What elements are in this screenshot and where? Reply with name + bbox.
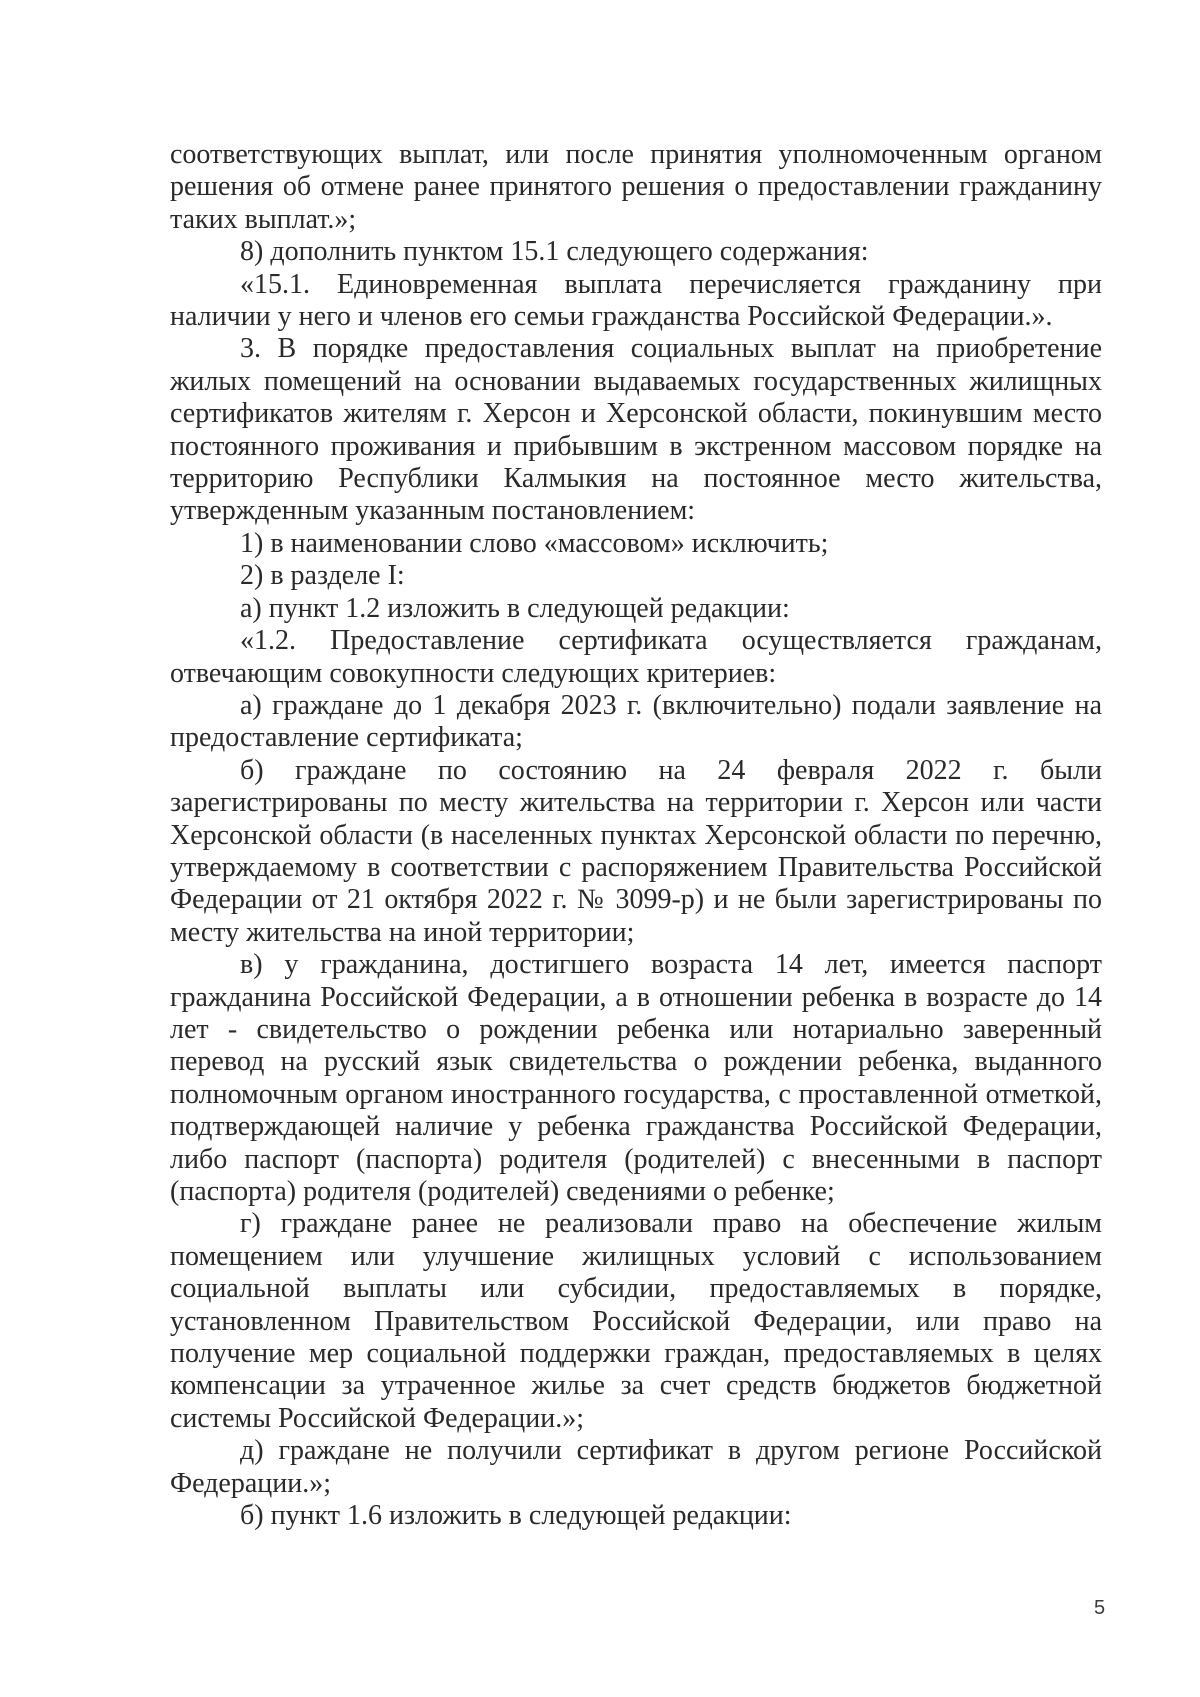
paragraph-criterion-g: г) граждане ранее не реализовали право на обеспечение жилым помещением или улучшение жилищных условий с использованием социальной выплаты или субсидии, предоставляемых в порядке, установленном Правительством Российской Федерации, или право на получение мер социальной поддержки граждан, предоставляемых в целях компенсации за утраченное жилье за счет средств бюджетов бюджетной системы Российской Федерации.»; <box>170 1208 1102 1434</box>
paragraph-item-8: 8) дополнить пунктом 15.1 следующего содержания: <box>240 236 869 268</box>
page-number: 5 <box>1094 1597 1106 1619</box>
paragraph-continuation: соответствующих выплат, или после принятия уполномоченным органом решения об отмене ранее принятого решения о предоставлении гражданину таких выплат.»; <box>170 139 1102 235</box>
paragraph-subitem-b: б) пункт 1.6 изложить в следующей редакции: <box>240 1500 792 1532</box>
paragraph-criterion-v: в) у гражданина, достигшего возраста 14 лет, имеется паспорт гражданина Российской Федерации, а в отношении ребенка в возрасте до 14 лет - свидетельство о рождении ребенка или нотариально заверенный перевод на русский язык свидетельства о рождении ребенка, выданного полномочным органом иностранного государства, с проставленной отметкой, подтверждающей наличие у ребенка гражданства Российской Федерации, либо паспорт (паспорта) родителя (родителей) с внесенными в паспорт (паспорта) родителя (родителей) сведениями о ребенке; <box>170 949 1102 1207</box>
paragraph-criterion-d: д) граждане не получили сертификат в другом регионе Российской Федерации.»; <box>170 1435 1102 1499</box>
document-body <box>170 139 1102 1532</box>
paragraph-section-3: 3. В порядке предоставления социальных выплат на приобретение жилых помещений на основании выдаваемых государственных жилищных сертификатов жителям г. Херсон и Херсонской области, покинувшим место постоянного проживания и прибывшим в экстренном массовом порядке на территорию Республики Калмыкия на постоянное место жительства, утвержденным указанным постановлением: <box>170 333 1102 527</box>
paragraph-item-2: 2) в разделе I: <box>240 560 405 592</box>
paragraph-clause-15-1: «15.1. Единовременная выплата перечисляется гражданину при наличии у него и членов его семьи гражданства Российской Федерации.». <box>170 268 1102 333</box>
paragraph-criterion-b: б) граждане по состоянию на 24 февраля 2022 г. были зарегистрированы по месту жительства на территории г. Херсон или части Херсонской области (в населенных пунктах Херсонской области по перечню, утверждаемому в соответствии с распоряжением Правительства Российской Федерации от 21 октября 2022 г. № 3099-р) и не были зарегистрированы по месту жительства на иной территории; <box>170 754 1102 948</box>
paragraph-item-1: 1) в наименовании слово «массовом» исключить; <box>240 527 829 559</box>
paragraph-criterion-a: а) граждане до 1 декабря 2023 г. (включительно) подали заявление на предоставление сертификата; <box>170 689 1102 754</box>
paragraph-clause-1-2: «1.2. Предоставление сертификата осуществляется гражданам, отвечающим совокупности следующих критериев: <box>170 625 1102 689</box>
paragraph-subitem-a: а) пункт 1.2 изложить в следующей редакции: <box>240 592 790 624</box>
